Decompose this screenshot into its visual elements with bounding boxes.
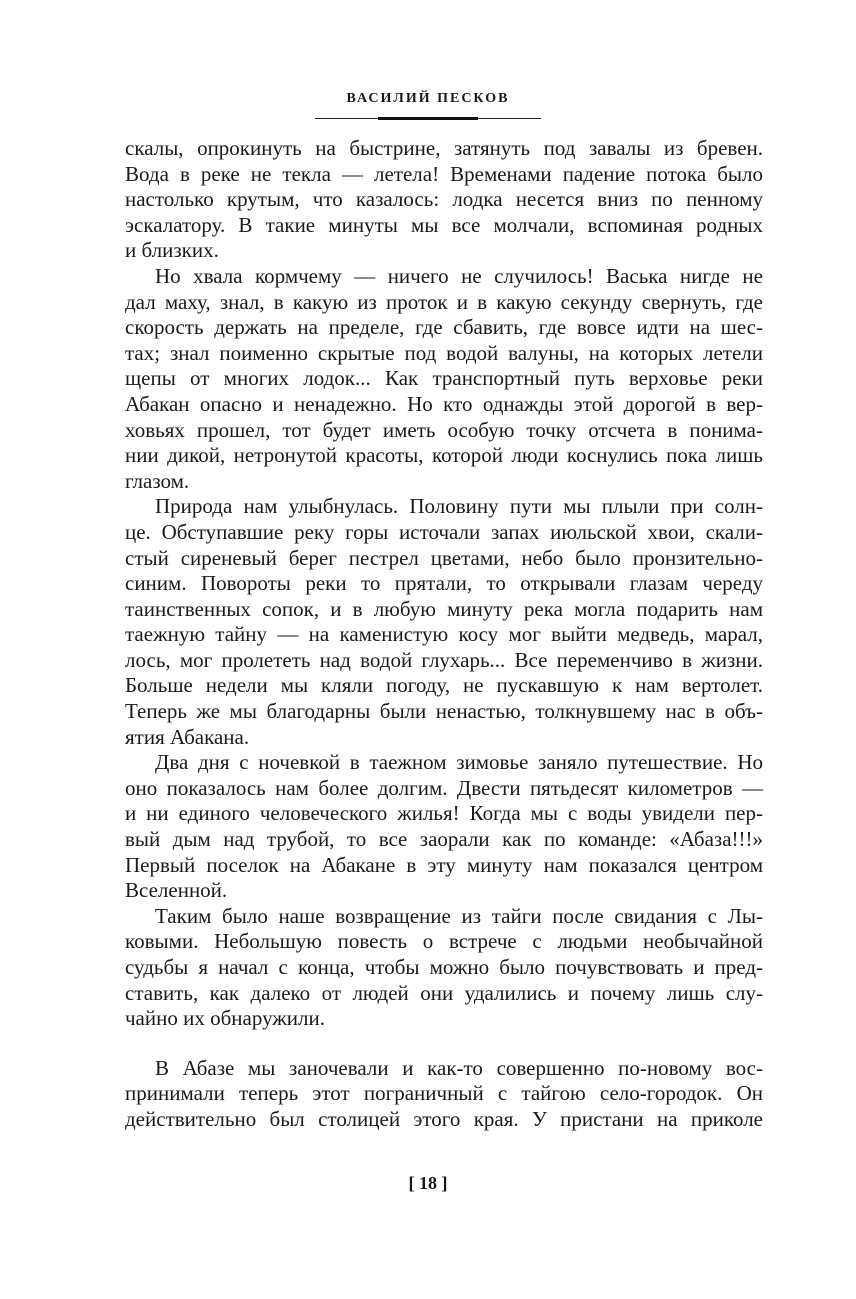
paragraph bbox=[125, 750, 763, 904]
text-line: Вода в реке не текла — летела! Временами падение потока было bbox=[125, 161, 763, 186]
text-line: таинственных сопок, и в любую минуту река могла подарить нам bbox=[125, 596, 763, 621]
text-line: Два дня с ночевкой в таежном зимовье заняло путешествие. Но bbox=[155, 750, 763, 775]
text-line: таежную тайну — на каменистую косу мог выйти медведь, марал, bbox=[125, 622, 763, 647]
text-line: Абакан опасно и ненадежно. Но кто однажды этой дорогой в вер- bbox=[125, 391, 763, 416]
text-line: глазом. bbox=[125, 468, 190, 493]
paragraph bbox=[125, 264, 763, 494]
text-line: оно показалось нам более долгим. Двести пятьдесят километров — bbox=[125, 775, 763, 800]
text-line: Таким было наше возвращение из тайги после свидания с Лы- bbox=[155, 903, 763, 928]
text-line: щепы от многих лодок... Как транспортный путь верховье реки bbox=[125, 366, 763, 391]
text-line: це. Обступавшие реку горы источали запах июльской хвои, скали- bbox=[125, 519, 763, 544]
text-line: судьбы я начал с конца, чтобы можно было почувствовать и пред- bbox=[125, 955, 763, 979]
text-line: действительно был столицей этого края. У пристани на приколе bbox=[125, 1106, 763, 1131]
text-line: В Абазе мы заночевали и как-то совершенно по-новому вос- bbox=[155, 1055, 763, 1080]
text-line: тах; знал поименно скрытые под водой валуны, на которых летели bbox=[125, 340, 763, 365]
text-line: Природа нам улыбнулась. Половину пути мы плыли при солн- bbox=[155, 494, 763, 519]
text-line: и близких. bbox=[125, 238, 219, 263]
paragraph bbox=[125, 136, 763, 264]
section-break bbox=[125, 1032, 763, 1056]
text-line: Теперь же мы благодарны были ненастью, толкнувшему нас в объ- bbox=[125, 699, 763, 724]
text-line: настолько крутым, что казалось: лодка несется вниз по пенному bbox=[125, 187, 763, 212]
text-line: нии дикой, нетронутой красоты, которой люди коснулись пока лишь bbox=[125, 443, 763, 468]
text-line: ховьях прошел, тот будет иметь особую точку отсчета в понима- bbox=[125, 417, 763, 442]
text-line: ятия Абакана. bbox=[125, 724, 250, 749]
text-line: Вселенной. bbox=[125, 878, 228, 903]
text-line: синим. Повороты реки то прятали, то открывали глазам череду bbox=[125, 571, 763, 596]
running-head: ВАСИЛИЙ ПЕСКОВ bbox=[346, 91, 510, 106]
text-line: Больше недели мы кляли погоду, не пускавшую к нам вертолет. bbox=[125, 673, 763, 698]
text-line: лось, мог пролететь над водой глухарь... Все переменчиво в жизни. bbox=[125, 647, 763, 672]
paragraph bbox=[125, 904, 763, 1032]
text-line: и ни единого человеческого жилья! Когда мы с воды увидели пер- bbox=[125, 801, 763, 826]
text-line: чайно их обнаружили. bbox=[125, 1006, 326, 1031]
text-line: принимали теперь этот пограничный с тайгою село-городок. Он bbox=[125, 1081, 763, 1106]
text-line: стый сиреневый берег пестрел цветами, небо было пронзительно- bbox=[125, 545, 763, 570]
text-line: ковыми. Небольшую повесть о встрече с людьми необычайной bbox=[125, 929, 763, 954]
text-line: скалы, опрокинуть на быстрине, затянуть под завалы из бревен. bbox=[125, 136, 763, 160]
text-line: Первый поселок на Абакане в эту минуту нам показался центром bbox=[125, 852, 763, 877]
header-rule-ornament bbox=[378, 117, 478, 120]
text-line: Но хвала кормчему — ничего не случилось! Васька нигде не bbox=[155, 263, 763, 288]
text-line: эскалатору. В такие минуты мы все молчали, вспоминая родных bbox=[125, 212, 763, 237]
text-line: вый дым над трубой, то все заорали как по команде: «Абаза!!!» bbox=[125, 827, 763, 852]
text-line: дал маху, знал, в какую из проток и в какую секунду свернуть, где bbox=[125, 289, 763, 314]
paragraph bbox=[125, 494, 763, 750]
text-line: ставить, как далеко от людей они удалились и почему лишь слу- bbox=[125, 980, 763, 1005]
page-body-text bbox=[125, 136, 763, 1133]
text-line: скорость держать на пределе, где сбавить, где вовсе идти на шес- bbox=[125, 315, 763, 340]
paragraph bbox=[125, 1056, 763, 1133]
page-number: [ 18 ] bbox=[408, 1173, 448, 1193]
